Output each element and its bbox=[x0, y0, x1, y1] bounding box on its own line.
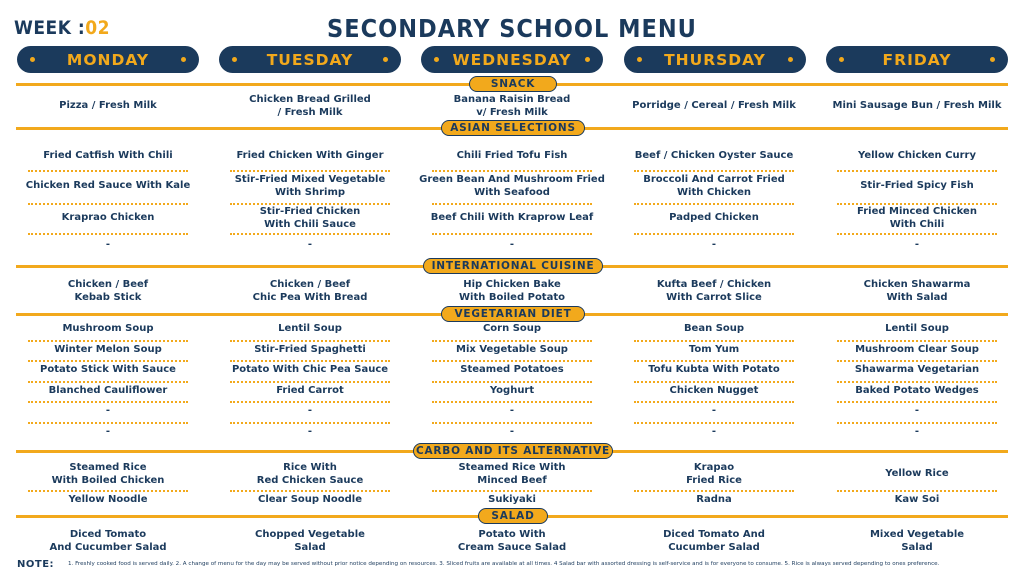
menu-item: - bbox=[914, 426, 920, 438]
bullet-icon bbox=[434, 57, 439, 62]
day-header-friday bbox=[826, 46, 1008, 73]
menu-item: Shawarma Vegetarian bbox=[854, 364, 980, 376]
row-separator bbox=[837, 401, 997, 403]
row-separator bbox=[432, 203, 592, 205]
menu-item: Mushroom Clear Soup bbox=[855, 344, 979, 356]
menu-item: Chicken / Beef Chic Pea With Bread bbox=[252, 278, 368, 303]
menu-item: Lentil Soup bbox=[278, 323, 342, 335]
menu-item: Potato With Chic Pea Sauce bbox=[231, 364, 389, 376]
bullet-icon bbox=[585, 57, 590, 62]
row-separator bbox=[634, 340, 794, 342]
row-separator bbox=[230, 422, 390, 424]
row-separator bbox=[432, 422, 592, 424]
menu-item: Chicken Red Sauce With Kale bbox=[25, 180, 191, 192]
menu-item: Yellow Rice bbox=[885, 468, 949, 480]
menu-item: Potato Stick With Sauce bbox=[40, 364, 176, 376]
row-separator bbox=[28, 422, 188, 424]
day-header-thursday bbox=[624, 46, 806, 73]
menu-item: - bbox=[307, 405, 313, 417]
menu-item: Green Bean And Mushroom Fried With Seafood bbox=[419, 173, 605, 198]
menu-item: - bbox=[711, 239, 717, 251]
menu-item: Pizza / Fresh Milk bbox=[59, 100, 157, 112]
menu-item: Steamed Potatoes bbox=[460, 364, 564, 376]
row-separator bbox=[837, 422, 997, 424]
row-separator bbox=[28, 381, 188, 383]
menu-item: Lentil Soup bbox=[885, 323, 949, 335]
menu-item: Sukiyaki bbox=[488, 494, 536, 506]
row-separator bbox=[28, 490, 188, 492]
row-separator bbox=[837, 340, 997, 342]
menu-item: Kaw Soi bbox=[894, 494, 940, 506]
section-title-asian: ASIAN SELECTIONS bbox=[441, 120, 585, 136]
menu-item: Blanched Cauliflower bbox=[48, 385, 168, 397]
row-separator bbox=[28, 170, 188, 172]
section-title-carbo: CARBO AND ITS ALTERNATIVE bbox=[413, 443, 613, 459]
row-separator bbox=[634, 360, 794, 362]
menu-item: Chicken / Beef Kebab Stick bbox=[67, 278, 149, 303]
menu-item: Bean Soup bbox=[683, 323, 745, 335]
row-separator bbox=[432, 401, 592, 403]
row-separator bbox=[837, 360, 997, 362]
menu-item: Diced Tomato And Cucumber Salad bbox=[49, 528, 167, 553]
menu-item: Potato With Cream Sauce Salad bbox=[457, 528, 567, 553]
menu-item: - bbox=[307, 239, 313, 251]
menu-item: Tom Yum bbox=[688, 344, 740, 356]
menu-item: - bbox=[711, 405, 717, 417]
menu-item: Fried Carrot bbox=[276, 385, 344, 397]
row-separator bbox=[837, 233, 997, 235]
menu-item: Mixed Vegetable Salad bbox=[869, 528, 965, 553]
day-header-wednesday bbox=[421, 46, 603, 73]
menu-item: Stir-Fried Spaghetti bbox=[254, 344, 366, 356]
week-number: 02 bbox=[85, 17, 111, 39]
menu-item: - bbox=[105, 405, 111, 417]
note-label: NOTE: bbox=[17, 559, 55, 570]
menu-item: Stir-Fried Spicy Fish bbox=[860, 180, 974, 192]
row-separator bbox=[28, 360, 188, 362]
menu-item: Banana Raisin Bread v/ Fresh Milk bbox=[453, 93, 571, 118]
row-separator bbox=[634, 422, 794, 424]
row-separator bbox=[28, 233, 188, 235]
menu-item: Stir-Fried Mixed Vegetable With Shrimp bbox=[234, 173, 386, 198]
menu-item: Padped Chicken bbox=[669, 212, 759, 224]
section-title-snack: SNACK bbox=[469, 76, 557, 92]
row-separator bbox=[230, 340, 390, 342]
menu-item: Yoghurt bbox=[489, 385, 535, 397]
menu-item: Steamed Rice With Boiled Chicken bbox=[51, 461, 165, 486]
bullet-icon bbox=[181, 57, 186, 62]
menu-item: Kufta Beef / Chicken With Carrot Slice bbox=[656, 278, 772, 303]
day-label: THURSDAY bbox=[664, 50, 766, 69]
menu-item: Steamed Rice With Minced Beef bbox=[458, 461, 566, 486]
menu-item: Chicken Nugget bbox=[669, 385, 759, 397]
menu-item: Yellow Noodle bbox=[68, 494, 148, 506]
section-title-international: INTERNATIONAL CUISINE bbox=[423, 258, 603, 274]
menu-item: Fried Chicken With Ginger bbox=[236, 150, 384, 162]
menu-item: Diced Tomato And Cucumber Salad bbox=[663, 528, 765, 553]
row-separator bbox=[634, 381, 794, 383]
section-title-vegetarian: VEGETARIAN DIET bbox=[441, 306, 585, 322]
row-separator bbox=[230, 401, 390, 403]
menu-item: Kraprao Chicken bbox=[61, 212, 155, 224]
menu-item: Rice With Red Chicken Sauce bbox=[256, 461, 364, 486]
row-separator bbox=[28, 203, 188, 205]
menu-item: Beef Chili With Kraprow Leaf bbox=[430, 212, 594, 224]
day-label: MONDAY bbox=[66, 50, 150, 69]
row-separator bbox=[432, 360, 592, 362]
menu-item: Baked Potato Wedges bbox=[855, 385, 979, 397]
menu-item: Porridge / Cereal / Fresh Milk bbox=[632, 100, 796, 112]
row-separator bbox=[432, 340, 592, 342]
row-separator bbox=[432, 381, 592, 383]
bullet-icon bbox=[990, 57, 995, 62]
menu-item: - bbox=[105, 239, 111, 251]
menu-item: - bbox=[914, 405, 920, 417]
menu-item: Corn Soup bbox=[482, 323, 542, 335]
row-separator bbox=[837, 490, 997, 492]
menu-item: Radna bbox=[696, 494, 732, 506]
menu-item: Winter Melon Soup bbox=[54, 344, 162, 356]
menu-item: Mini Sausage Bun / Fresh Milk bbox=[832, 100, 1002, 112]
menu-item: Chopped Vegetable Salad bbox=[255, 528, 365, 553]
menu-item: - bbox=[509, 239, 515, 251]
menu-item: Mix Vegetable Soup bbox=[456, 344, 568, 356]
menu-item: Krapao Fried Rice bbox=[686, 461, 742, 486]
row-separator bbox=[634, 233, 794, 235]
menu-item: Broccoli And Carrot Fried With Chicken bbox=[643, 173, 785, 198]
row-separator bbox=[634, 401, 794, 403]
menu-item: Fried Minced Chicken With Chili bbox=[857, 205, 977, 230]
bullet-icon bbox=[788, 57, 793, 62]
menu-item: - bbox=[307, 426, 313, 438]
bullet-icon bbox=[839, 57, 844, 62]
row-separator bbox=[230, 490, 390, 492]
bullet-icon bbox=[30, 57, 35, 62]
note-text: 1. Freshly cooked food is served daily. 2. A change of menu for the day may be served without prior notice depending on resources. 3. Sliced fruits are available at all times. 4 Salad bar with assorted dressing is self-service and is for everyone to consume. 5. Rice is always served depending to ones preference. bbox=[68, 561, 940, 567]
menu-item: Clear Soup Noodle bbox=[257, 494, 363, 506]
bullet-icon bbox=[383, 57, 388, 62]
menu-item: - bbox=[509, 405, 515, 417]
menu-item: Yellow Chicken Curry bbox=[858, 150, 976, 162]
row-separator bbox=[837, 170, 997, 172]
bullet-icon bbox=[637, 57, 642, 62]
row-separator bbox=[634, 490, 794, 492]
menu-item: Tofu Kubta With Potato bbox=[648, 364, 780, 376]
bullet-icon bbox=[232, 57, 237, 62]
day-label: WEDNESDAY bbox=[452, 50, 572, 69]
menu-item: Stir-Fried Chicken With Chili Sauce bbox=[259, 205, 361, 230]
week-label: WEEK : bbox=[14, 17, 86, 39]
section-title-salad: SALAD bbox=[478, 508, 548, 524]
menu-item: Mushroom Soup bbox=[62, 323, 154, 335]
day-label: FRIDAY bbox=[882, 50, 952, 69]
menu-item: Fried Catfish With Chili bbox=[43, 150, 173, 162]
day-header-monday bbox=[17, 46, 199, 73]
row-separator bbox=[28, 340, 188, 342]
menu-item: Hip Chicken Bake With Boiled Potato bbox=[459, 278, 565, 303]
row-separator bbox=[432, 490, 592, 492]
row-separator bbox=[230, 381, 390, 383]
day-header-tuesday bbox=[219, 46, 401, 73]
row-separator bbox=[837, 381, 997, 383]
menu-item: - bbox=[105, 426, 111, 438]
menu-item: - bbox=[509, 426, 515, 438]
page-title: SECONDARY SCHOOL MENU bbox=[327, 14, 697, 43]
day-label: TUESDAY bbox=[266, 50, 354, 69]
menu-item: Chili Fried Tofu Fish bbox=[456, 150, 568, 162]
menu-item: - bbox=[914, 239, 920, 251]
row-separator bbox=[230, 360, 390, 362]
row-separator bbox=[28, 401, 188, 403]
row-separator bbox=[634, 203, 794, 205]
row-separator bbox=[230, 233, 390, 235]
menu-item: - bbox=[711, 426, 717, 438]
menu-item: Chicken Shawarma With Salad bbox=[863, 278, 971, 303]
menu-item: Chicken Bread Grilled / Fresh Milk bbox=[249, 93, 371, 118]
menu-item: Beef / Chicken Oyster Sauce bbox=[634, 150, 794, 162]
row-separator bbox=[432, 233, 592, 235]
